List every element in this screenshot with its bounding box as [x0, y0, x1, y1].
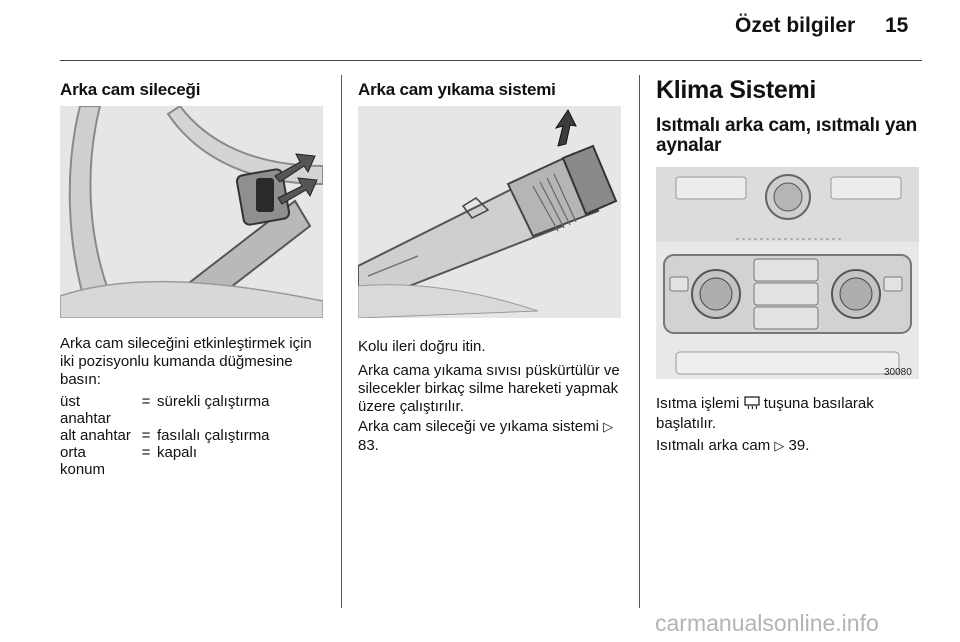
crossref-page[interactable]: 83. — [358, 437, 379, 454]
crossref-arrow-icon: ▷ — [774, 439, 785, 454]
switch-legend — [60, 393, 270, 478]
legend-row — [60, 427, 270, 444]
rear-wiper-intro: Arka cam sileceğini etkinleştirmek için iki pozisyonlu kumanda düğmesine basın: — [60, 335, 312, 388]
header-rule — [60, 60, 922, 61]
rear-wiper-heading: Arka cam sileceği — [60, 80, 201, 99]
column-divider-2 — [639, 75, 640, 608]
rear-washer-figure — [358, 106, 621, 318]
crossref-text: Isıtmalı arka cam — [656, 437, 771, 454]
legend-eq: = — [141, 444, 151, 461]
climate-panel-figure — [656, 167, 919, 379]
figure-code: 30080 — [884, 367, 912, 378]
heating-text-end: tuşuna basılarak başlatılır. — [656, 395, 874, 432]
legend-value: fasılalı çalıştırma — [157, 427, 270, 444]
column-divider-1 — [341, 75, 342, 608]
page-number: 15 — [885, 14, 909, 37]
heating-text-start: Isıtma işlemi — [656, 395, 740, 412]
crossref-text: Arka cam sileceği ve yıkama sistemi — [358, 418, 599, 435]
rear-wiper-figure — [60, 106, 323, 318]
legend-eq: = — [141, 393, 151, 410]
legend-value: sürekli çalıştırma — [157, 393, 270, 410]
washer-crossref — [358, 418, 628, 455]
legend-key: üst anahtar — [60, 393, 111, 427]
legend-key: orta konum — [60, 444, 106, 478]
legend-row — [60, 393, 270, 427]
crossref-arrow-icon: ▷ — [603, 420, 614, 435]
watermark: carmanualsonline.info — [655, 610, 879, 636]
legend-key: alt anahtar — [60, 427, 131, 444]
push-lever-text: Kolu ileri doğru itin. — [358, 338, 486, 355]
washer-description: Arka cama yıkama sıvısı püskürtülür ve silecekler birkaç silme hareketi yapmak üzere çalıştırılır. — [358, 362, 620, 415]
heating-activation-text — [656, 395, 926, 433]
rear-defrost-icon — [744, 396, 760, 415]
heated-rear-window-crossref — [656, 437, 926, 456]
legend-value: kapalı — [157, 444, 198, 461]
climate-heading: Klima Sistemi — [656, 76, 817, 104]
section-title: Özet bilgiler — [735, 14, 856, 37]
heated-rear-window-heading: Isıtmalı arka cam, ısıtmalı yan aynalar — [656, 115, 917, 156]
legend-row — [60, 444, 270, 478]
legend-eq: = — [141, 427, 151, 444]
rear-washer-heading: Arka cam yıkama sistemi — [358, 80, 556, 99]
crossref-page[interactable]: 39. — [788, 437, 810, 454]
